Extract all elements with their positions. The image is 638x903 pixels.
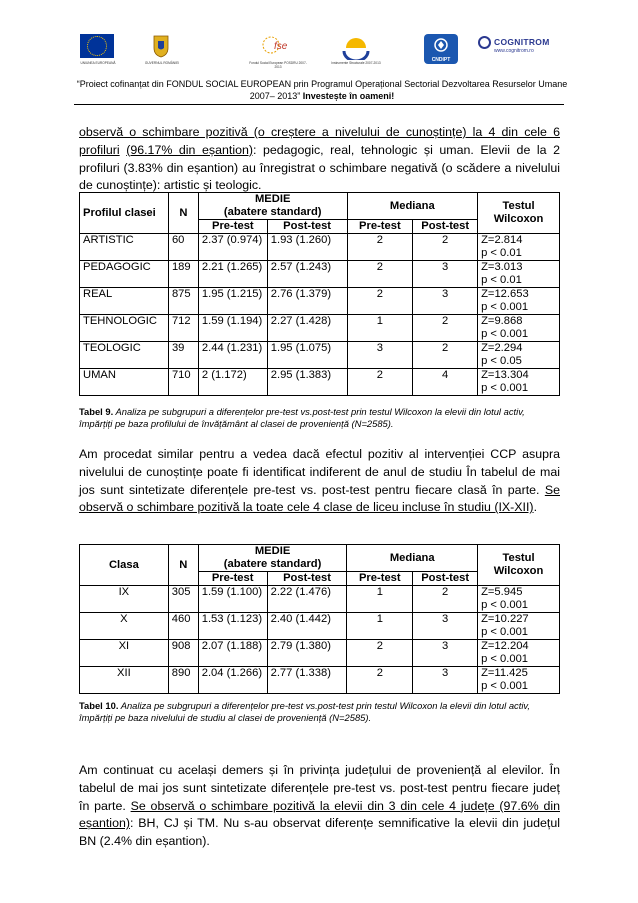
paragraph-grades: Am procedat similar pentru a vedea dacă efectul pozitiv al intervenției CCP asupra nivelului de cunoștințe poate fi identificat indiferent de anul de studiu În tabelul de mai jos sunt sintetizate diferențele pre-test vs. post-test pentru fiecare clasă în parte. Se observă o schimbare pozitivă la toate cele 4 clase de liceu incluse în studiu (IX-XII). <box>79 447 560 515</box>
table-row: UMAN 710 2 (1.172) 2.95 (1.383) 2 4 Z=13.304 p < 0.001 <box>80 369 560 396</box>
table-row: IX 305 1.59 (1.100) 2.22 (1.476) 1 2 Z=5.945 p < 0.001 <box>80 586 560 613</box>
header-n: N <box>168 193 198 234</box>
project-statement: “Proiect cofinanțat din FONDUL SOCIAL EUROPEAN prin Programul Operațional Sectorial Dezvoltarea Resurselor Umane 2007– 2013” Investește în oameni! <box>76 79 568 101</box>
table-profiles <box>79 192 560 396</box>
cndipt-logo-icon: CNDIPT <box>424 34 458 64</box>
header-wilcoxon: Testul Wilcoxon <box>478 193 560 234</box>
structural-instruments-logo-icon <box>342 34 370 60</box>
table-row: X 460 1.53 (1.123) 2.40 (1.442) 1 3 Z=10.227 p < 0.001 <box>80 613 560 640</box>
eu-flag-icon <box>80 34 114 58</box>
header-median-post: Post-test <box>413 220 478 234</box>
header-profile: Profilul clasei <box>80 193 169 234</box>
table-row: XII 890 2.04 (1.266) 2.77 (1.338) 2 3 Z=11.425 p < 0.001 <box>80 667 560 694</box>
table-row: ARTISTIC 60 2.37 (0.974) 1.93 (1.260) 2 2 Z=2.814 p < 0.01 <box>80 234 560 261</box>
header-medie: MEDIE (abatere standard) <box>198 545 347 572</box>
table-row: TEOLOGIC 39 2.44 (1.231) 1.95 (1.075) 3 2 Z=2.294 p < 0.05 <box>80 342 560 369</box>
project-slogan: Investește în oameni! <box>302 91 395 101</box>
paragraph-counties: Am continuat cu același demers și în privința județului de proveniență al elevilor. În tabelul de mai jos sunt sintetizate diferențele pre-test vs. post-test pentru fiecare județ în parte. Se observă o schimbare pozitivă la elevii din 3 din cele 4 județe (97.6% din eșantion): BH, CJ și TM. Nu s-au observat diferențe semnificative la elevii din județul BN (2.4% din eșantion). <box>79 763 560 849</box>
header-pre-test: Pre-test <box>198 572 267 586</box>
logo-caption: Fondul Social European POSDRU 2007-2013 <box>249 61 307 69</box>
paragraph-profiles: observă o schimbare pozitivă (o creștere a nivelului de cunoștințe) la 4 din cele 6 profiluri (96.17% din eșantion): pedagogic, real, tehnologic și uman. Elevii de la 2 profiluri (3.83% din eșantion) au înregistrat o schimbare negativă (o scădere a nivelului de cunoștințe): artistic și teologic. <box>79 125 560 193</box>
cognitrom-logo-icon: COGNITROM www.cognitrom.ro <box>478 34 558 58</box>
logo-caption: GUVERNUL ROMÂNIEI <box>144 61 180 65</box>
table-row: PEDAGOGIC 189 2.21 (1.265) 2.57 (1.243) 2 3 Z=3.013 p < 0.01 <box>80 261 560 288</box>
romania-coat-of-arms-icon <box>152 34 170 58</box>
header-median-pre: Pre-test <box>347 220 413 234</box>
header-logos <box>80 34 560 76</box>
header-pre-test: Pre-test <box>198 220 267 234</box>
svg-text:fse: fse <box>274 41 288 52</box>
header-median-post: Post-test <box>413 572 478 586</box>
table-row: XI 908 2.07 (1.188) 2.79 (1.380) 2 3 Z=12.204 p < 0.001 <box>80 640 560 667</box>
table-grades <box>79 544 560 694</box>
header-median-pre: Pre-test <box>347 572 413 586</box>
header-post-test: Post-test <box>267 220 347 234</box>
header-clasa: Clasa <box>80 545 169 586</box>
header-post-test: Post-test <box>267 572 347 586</box>
header-mediana: Mediana <box>347 545 478 572</box>
logo-caption: UNIUNEA EUROPEANĂ <box>80 61 116 65</box>
header-n: N <box>168 545 198 586</box>
fse-logo-icon <box>260 34 296 58</box>
table-row: TEHNOLOGIC 712 1.59 (1.194) 2.27 (1.428) 1 2 Z=9.868 p < 0.001 <box>80 315 560 342</box>
header-divider <box>74 104 564 105</box>
header-wilcoxon: Testul Wilcoxon <box>478 545 560 586</box>
header-medie: MEDIE (abatere standard) <box>198 193 347 220</box>
logo-caption: Instrumente Structurale 2007-2013 <box>331 61 381 65</box>
table-caption: Tabel 9. Analiza pe subgrupuri a diferențelor pre-test vs.post-test prin testul Wilcoxon la elevii din lotul activ, împărțiți pe baza profilului de învățământ al clasei de proveniență (N=2585). <box>79 406 525 429</box>
header-mediana: Mediana <box>347 193 478 220</box>
table-row: REAL 875 1.95 (1.215) 2.76 (1.379) 2 3 Z=12.653 p < 0.001 <box>80 288 560 315</box>
table-caption: Tabel 10. Analiza pe subgrupuri a diferențelor pre-test vs.post-test prin testul Wilcoxon la elevii din lotul activ, împărțiți pe baza nivelului de studiu al clasei de proveniență (N=2585). <box>79 700 531 723</box>
